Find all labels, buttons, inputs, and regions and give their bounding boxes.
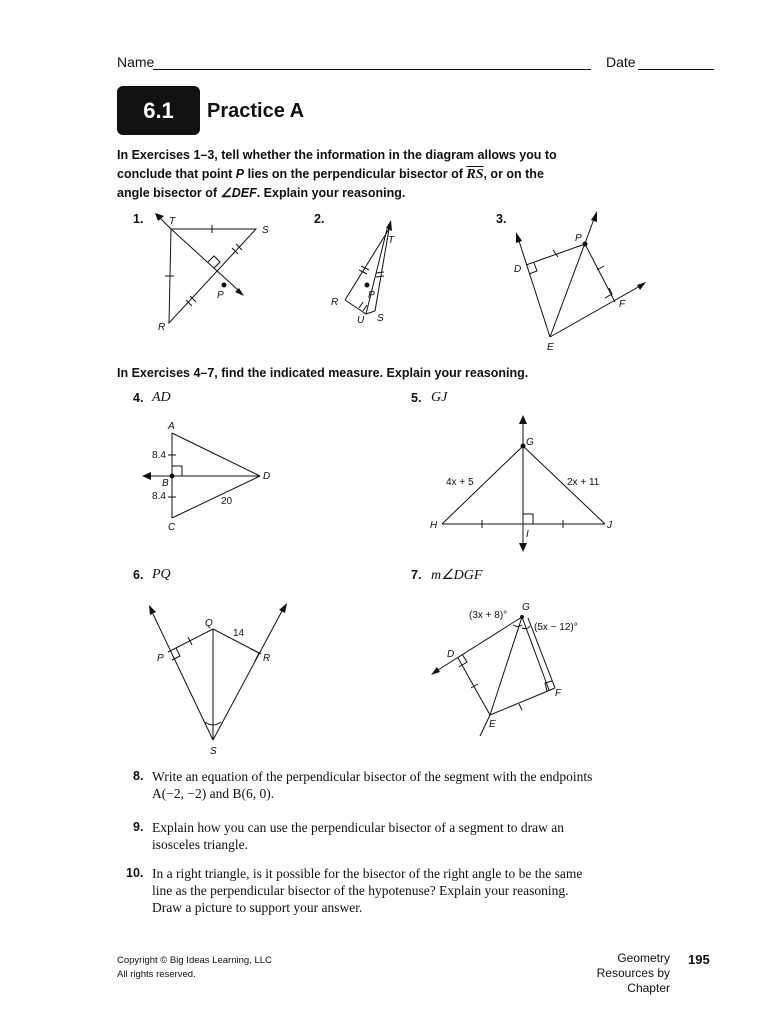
page-number: 195 xyxy=(688,952,710,967)
name-label: Name xyxy=(117,54,155,70)
svg-text:B: B xyxy=(162,478,169,489)
svg-text:C: C xyxy=(168,522,176,533)
svg-text:A: A xyxy=(168,421,175,432)
section-number-badge: 6.1 xyxy=(117,86,200,135)
instructions-line-2: conclude that point P lies on the perpendicular bisector of $\overline{RS}$, or on the xyxy=(117,167,544,182)
exercise-5-measure: GJ xyxy=(431,390,448,405)
svg-text:R: R xyxy=(331,297,339,308)
svg-text:8.4: 8.4 xyxy=(152,450,166,461)
svg-text:U: U xyxy=(357,315,365,326)
svg-text:P: P xyxy=(575,233,582,244)
svg-text:D: D xyxy=(514,264,522,275)
exercise-6-number: 6. xyxy=(133,568,144,582)
exercise-4-number: 4. xyxy=(133,391,144,405)
question-10-number: 10. xyxy=(126,866,144,880)
svg-text:P: P xyxy=(217,290,224,301)
date-label: Date xyxy=(606,54,636,70)
svg-text:D: D xyxy=(447,649,455,660)
svg-text:T: T xyxy=(388,235,395,246)
exercise-7-number: 7. xyxy=(411,568,422,582)
svg-text:S: S xyxy=(377,313,384,324)
exercise-6-measure: PQ xyxy=(152,567,171,582)
instructions-line-1: In Exercises 1–3, tell whether the information in the diagram allows you to xyxy=(117,148,557,162)
svg-text:S: S xyxy=(262,225,269,236)
exercise-4-measure: AD xyxy=(152,390,171,405)
svg-text:G: G xyxy=(522,602,530,613)
svg-text:G: G xyxy=(526,437,534,448)
svg-text:Q: Q xyxy=(205,618,213,629)
instructions-line-3: angle bisector of ∠DEF. Explain your reasoning. xyxy=(117,186,406,200)
exercise-5-number: 5. xyxy=(411,391,422,405)
svg-text:P: P xyxy=(368,290,375,301)
svg-text:R: R xyxy=(263,653,271,664)
question-8-number: 8. xyxy=(133,769,144,783)
svg-text:E: E xyxy=(489,719,496,730)
svg-text:I: I xyxy=(526,529,529,540)
svg-text:E: E xyxy=(547,342,554,353)
svg-text:8.4: 8.4 xyxy=(152,491,166,502)
svg-text:H: H xyxy=(430,520,438,531)
svg-text:(5x − 12)°: (5x − 12)° xyxy=(534,622,578,633)
exercise-2-number: 2. xyxy=(314,212,325,226)
section-title: Practice A xyxy=(207,100,305,122)
svg-text:P: P xyxy=(157,653,164,664)
svg-text:F: F xyxy=(555,688,562,699)
svg-text:F: F xyxy=(619,299,626,310)
exercise-7-measure: m∠DGF xyxy=(431,568,483,583)
svg-text:2x + 11: 2x + 11 xyxy=(567,477,600,488)
svg-text:(3x + 8)°: (3x + 8)° xyxy=(469,610,508,621)
svg-text:20: 20 xyxy=(221,496,233,507)
svg-text:J: J xyxy=(607,520,612,531)
question-8-text: Write an equation of the perpendicular bisector of the segment with the endpoints A(−2, −2) and B(6, 0). xyxy=(152,769,593,801)
question-10-text: In a right triangle, is it possible for the bisector of the right angle to be the same line as the perpendicular bisector of the hypotenuse? Explain your reasoning. Draw a picture to support your answer. xyxy=(152,866,583,915)
footer-book: Geometry Resources by Chapter xyxy=(596,951,670,995)
svg-text:S: S xyxy=(210,746,217,757)
footer-copyright: Copyright © Big Ideas Learning, LLC All rights reserved. xyxy=(117,955,272,980)
exercise-3-number: 3. xyxy=(496,212,507,226)
question-9-text: Explain how you can use the perpendicular bisector of a segment to draw an isosceles triangle. xyxy=(152,820,564,852)
svg-text:14: 14 xyxy=(233,628,245,639)
svg-text:R: R xyxy=(158,322,166,333)
svg-text:T: T xyxy=(169,216,176,227)
instructions-4-7: In Exercises 4–7, find the indicated measure. Explain your reasoning. xyxy=(117,366,529,380)
question-9-number: 9. xyxy=(133,820,144,834)
svg-text:D: D xyxy=(263,471,271,482)
svg-text:4x + 5: 4x + 5 xyxy=(446,477,474,488)
exercise-1-number: 1. xyxy=(133,212,144,226)
